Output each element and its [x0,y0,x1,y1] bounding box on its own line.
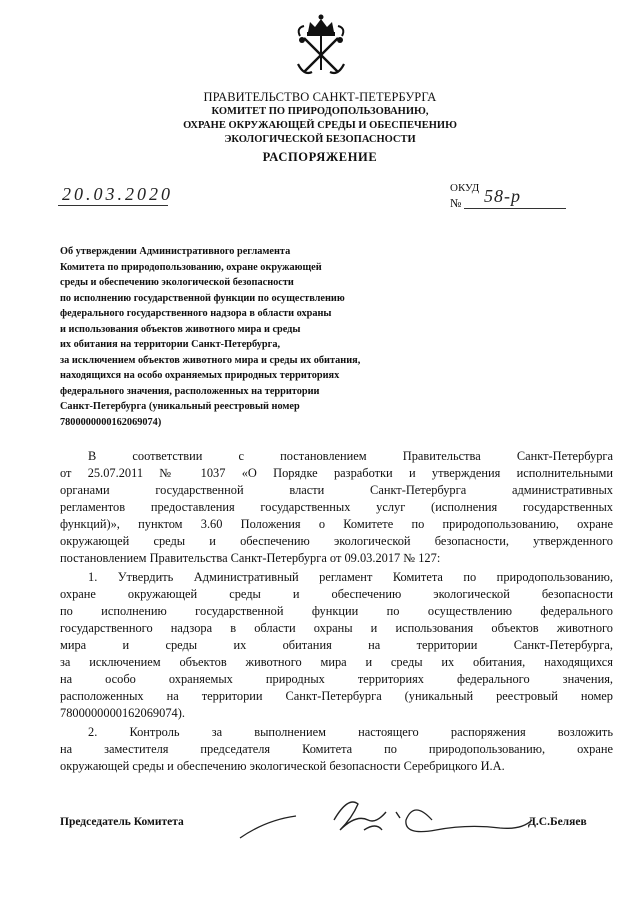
okud-label: ОКУД [450,182,480,194]
committee-name-line-1: КОМИТЕТ ПО ПРИРОДОПОЛЬЗОВАНИЮ, [211,106,429,117]
subject-line: федерального значения, расположенных на территории [60,385,320,397]
subject-line: Комитета по природопользованию, охране окружающей [60,261,322,273]
subject-line: среды и обеспечению экологической безопасности [60,277,294,288]
body-line: расположенных на территории Санкт-Петербурга (уникальный реестровый номер [60,689,613,703]
body-line: окружающей среды и обеспечению экологической безопасности, утвержденного [60,534,613,548]
subject-line: Санкт-Петербурга (уникальный реестровый номер [60,401,300,412]
body-line: 7800000000162069074). [60,706,185,720]
body-line: за исключением объектов животного мира и среды их обитания, находящихся [60,655,613,669]
subject-line: находящихся на особо охраняемых природных территориях [60,370,340,381]
body-line: мира и среды их обитания на территории Санкт-Петербурга, [60,638,613,652]
subject-line: 7800000000162069074) [60,416,162,428]
body-line: регламентов предоставления государственных услуг (исполнения государственных [60,500,613,514]
body-line: по исполнению государственной функции по осуществлению федерального [60,604,613,618]
number-underline [464,208,566,209]
subject-line: их обитания на территории Санкт-Петербурга, [60,339,281,350]
date-underline [58,205,168,206]
coat-of-arms-emblem [294,14,348,80]
subject-line: федерального государственного надзора в области охраны [60,308,332,319]
document-number: 58-р [484,186,521,206]
body-line: постановлением Правительства Санкт-Петербурга от 09.03.2017 № 127: [60,551,441,565]
body-line: В соответствии с постановлением Правительства Санкт-Петербурга [88,449,613,463]
committee-name-line-3: ЭКОЛОГИЧЕСКОЙ БЕЗОПАСНОСТИ [224,134,416,145]
number-label: № [450,196,462,210]
body-line: охране окружающей среды и обеспечению экологической безопасности [60,587,613,601]
body-line: на заместителя председателя Комитета по природопользованию, охране [60,742,613,756]
body-line: 1. Утвердить Административный регламент Комитета по природопользованию, [88,570,613,584]
document-type: РАСПОРЯЖЕНИЕ [262,150,378,164]
subject-line: по исполнению государственной функции по осуществлению [60,292,345,304]
subject-line: и использования объектов животного мира и среды [60,323,301,335]
government-title: ПРАВИТЕЛЬСТВО САНКТ-ПЕТЕРБУРГА [203,90,437,104]
body-line: окружающей среды и обеспечению экологической безопасности Серебрицкого И.А. [60,759,505,773]
body-line: государственного надзора в области охраны и использования объектов животного [60,621,613,635]
document-subject [60,244,480,430]
body-line: органами государственной власти Санкт-Петербурга административных [60,483,613,497]
body-line: функций)», пунктом 3.60 Положения о Комитете по природопользованию, охране [60,517,613,531]
subject-line: за исключением объектов животного мира и среды их обитания, [60,354,361,366]
document-date: 20.03.2020 [62,184,173,204]
body-line: от 25.07.2011 № 1037 «О Порядке разработки и утверждения исполнительными [60,466,613,480]
body-line: 2. Контроль за выполнением настоящего распоряжения возложить [88,725,613,739]
body-line: на особо охраняемых природных территориях федерального значения, [60,672,613,686]
committee-name-line-2: ОХРАНЕ ОКРУЖАЮЩЕЙ СРЕДЫ И ОБЕСПЕЧЕНИЮ [183,120,457,131]
signatory-title: Председатель Комитета [60,816,184,828]
handwritten-signature [236,790,536,850]
subject-line: Об утверждении Административного регламента [60,246,291,257]
signatory-name: Д.С.Беляев [528,816,587,828]
